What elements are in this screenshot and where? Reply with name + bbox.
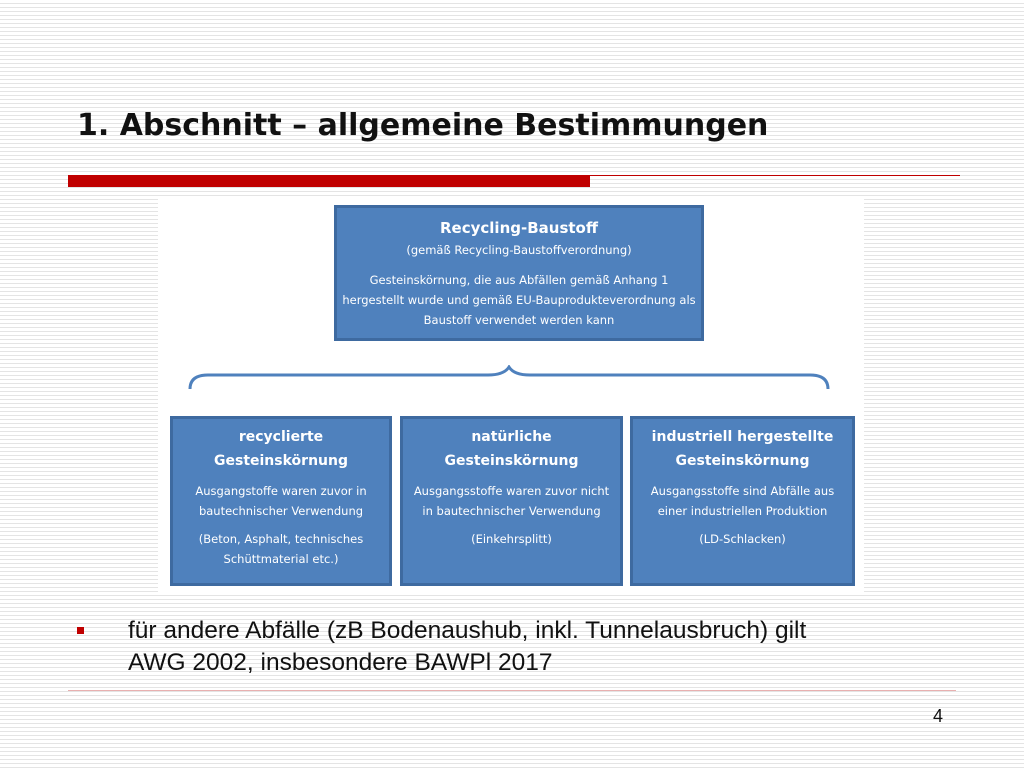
footer-divider	[68, 690, 956, 691]
box-example-line: Schüttmaterial etc.)	[223, 552, 339, 566]
box-natuerliche-gesteinskoernung	[400, 416, 623, 586]
box-subtitle: (gemäß Recycling-Baustoffverordnung)	[406, 243, 632, 257]
title-accent-line	[590, 175, 960, 176]
box-text-line: Baustoff verwendet werden kann	[423, 313, 615, 327]
bullet-text	[128, 615, 948, 679]
box-text-line: Ausgangsstoffe sind Abfälle aus	[650, 484, 835, 498]
box-title: natürliche	[471, 429, 552, 445]
box-text-line: Ausgangsstoffe waren zuvor nicht	[413, 484, 610, 498]
bullet-line: AWG 2002, insbesondere BAWPl 2017	[128, 649, 553, 676]
title-accent-bar	[68, 175, 590, 187]
box-example-line: (LD-Schlacken)	[699, 532, 786, 546]
box-recycling-baustoff	[334, 205, 704, 341]
box-title: Gesteinskörnung	[444, 453, 579, 469]
bullet-line: für andere Abfälle (zB Bodenaushub, inkl. Tunnelausbruch) gilt	[128, 617, 807, 644]
box-example-line: (Beton, Asphalt, technisches	[198, 532, 364, 546]
slide-title: 1. Abschnitt – allgemeine Bestimmungen	[77, 108, 769, 143]
box-text-line: Gesteinskörnung, die aus Abfällen gemäß Anhang 1	[369, 273, 669, 287]
box-text-line: bautechnischer Verwendung	[198, 504, 364, 518]
box-title: industriell hergestellte	[651, 429, 834, 445]
box-example-line: (Einkehrsplitt)	[471, 532, 552, 546]
box-text-line: Ausgangstoffe waren zuvor in	[195, 484, 367, 498]
box-title: Gesteinskörnung	[675, 453, 810, 469]
page-number: 4	[933, 706, 944, 726]
box-industriell-gesteinskoernung	[630, 416, 855, 586]
box-title: Recycling-Baustoff	[440, 219, 598, 237]
box-title: Gesteinskörnung	[214, 453, 348, 469]
box-text-line: einer industriellen Produktion	[657, 504, 828, 518]
box-text-line: hergestellt wurde und gemäß EU-Bauprodukteverordnung als	[342, 293, 696, 307]
box-recyclierte-gesteinskoernung	[170, 416, 392, 586]
box-title: recyclierte	[238, 429, 324, 445]
classification-diagram	[158, 197, 864, 594]
curly-brace	[188, 365, 830, 393]
bullet-marker-icon	[77, 627, 84, 634]
box-text-line: in bautechnischer Verwendung	[422, 504, 601, 518]
